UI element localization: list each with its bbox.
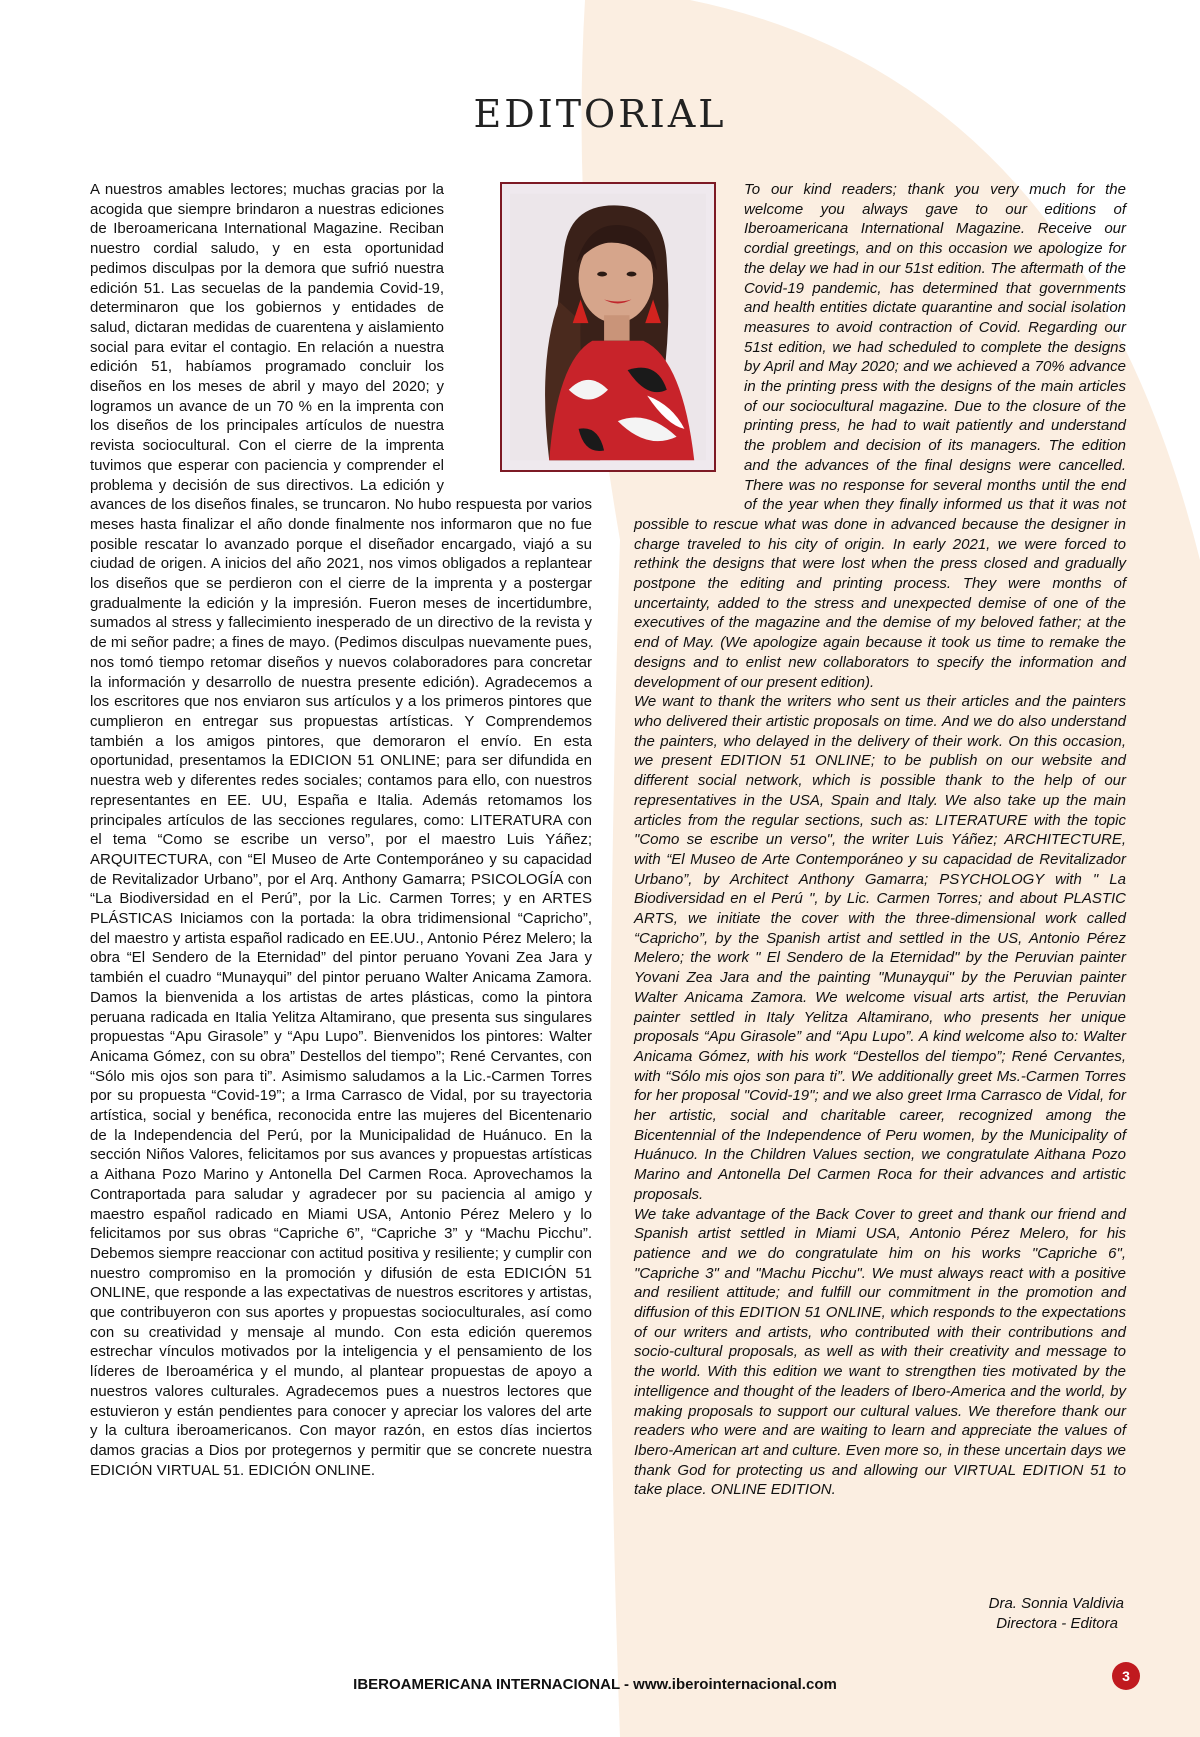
spanish-paragraph: A nuestros amables lectores; muchas gracias por la acogida que siempre brindaron a nuestras ediciones de Iberoamericana International Magazine. Reciban nuestro cordial saludo, y en esta oportunidad pedimos disculpas por la demora que sufrió nuestra edición 51. Las secuelas de la pandemia Covid-19, determinaron que los gobiernos y entidades de salud, dictaran medidas de cuarentena y aislamiento social para evitar el contagio. En relación a nuestra edición 51, habíamos programado concluir los diseños en los meses de abril y mayo del 2020; y logramos un avance de un 70 % en la imprenta con los diseños de los principales artículos de nuestra revista sociocultural. Con el cierre de la imprenta tuvimos que esperar con paciencia y comprender el problema y decisión de sus directivos. La edición y avances de los diseños finales, se truncaron. No hubo respuesta por varios meses hasta finalizar el año donde finalmente nos informaron que no fue posible rescatar lo avanzado porque el diseñador encargado, viajó a su ciudad de origen. A inicios del año 2021, nos vimos obligados a replantear los diseños que se perdieron con el cierre de la imprenta y a postergar gradualmente la edición y la impresión. Fueron meses de incertidumbre, sumados al stress y fallecimiento inesperado de un directivo de la revista y de mi señor padre; a fines de mayo. (Pedimos disculpas nuevamente pues, nos tomó tiempo retomar diseños y nuevos colaboradores para concretar la información y desarrollo de nuestra presente edición). Agradecemos a los escritores que nos enviaron sus artículos y a los primeros pintores que cumplieron en entregar sus propuestas artísticas. Y Comprendemos también a los amigos pintores, que demoraron el envío. En esta oportunidad, presentamos la EDICION 51 ONLINE; para ser difundida en nuestra web y diferentes redes sociales; contamos para ello, con nuestros representantes en EE. UU, España e Italia. Además retomamos los principales artículos de las secciones regulares, como: LITERATURA con el tema “Como se escribe un verso”, por el maestro Luis Yáñez; ARQUITECTURA, con “El Museo de Arte Contemporáneo y su capacidad de Revitalizador Urbano”, por el Arq. Anthony Gamarra; PSICOLOGÍA con “La Biodiversidad en el Perú”, por la Lic. Carmen Torres; y en ARTES PLÁSTICAS Iniciamos con la portada: la obra tridimensional “Capricho”, del maestro y artista español radicado en EE.UU., Antonio Pérez Melero; la obra “El Sendero de la Eternidad” del pintor peruano Yovani Zea Jara y también el cuadro “Munayqui” del pintor peruano Walter Anicama Zamora. Damos la bienvenida a los artistas de artes plásticas, como la pintora peruana radicada en Italia Yelitza Altamirano, que presenta sus singulares propuestas “Apu Girasole” y “Apu Lupo”. Bienvenidos los pintores: Walter Anicama Gómez, con su obra” Destellos del tiempo”; René Cervantes, con “Sólo mis ojos son para ti”. Asimismo saludamos a la Lic.-Carmen Torres por su propuesta “Covid-19”; a Irma Carrasco de Vidal, por su trayectoria artística, social y benéfica, reconocida entre las mujeres del Bicentenario de la Independencia del Perú, por la Municipalidad de Huánuco. En la sección Niños Valores, felicitamos por sus avances y propuestas artísticas a Aithana Pozo Marino y Antonella Del Carmen Roca. Aprovechamos la Contraportada para saludar y agradecer por su paciencia al amigo y maestro español radicado en Miami USA, Antonio Pérez Melero y lo felicitamos por sus obras “Capriche 6”, “Capriche 3” y “Machu Picchu”. Debemos siempre reaccionar con actitud positiva y resiliente; y cumplir con nuestro compromiso en la promoción y difusión de esta EDICIÓN 51 ONLINE, que responde a las expectativas de nuestros escritores y artistas, que contribuyeron con sus aportes y propuestas socioculturales, así como con su creatividad y mensaje al mundo. Con esta edición queremos estrechar vínculos motivados por la inteligencia y el pensamiento de los líderes de Iberoamérica y el mundo, al plantear propuestas de apoyo a nuestros valores culturales. Agradecemos pues a nuestros lectores que estuvieron y están pendientes para conocer y apreciar los valores del arte y la cultura iberoamericanos. Con mayor razón, en estos días inciertos damos gracias a Dios por protegernos y permitir que se concrete nuestra EDICIÓN VIRTUAL 51. EDICIÓN ONLINE. — [90, 181, 592, 1479]
english-text-column — [634, 180, 1126, 1500]
page-title: EDITORIAL — [473, 92, 727, 136]
english-paragraph-1: To our kind readers; thank you very much for the welcome you always gave to our editions of Iberoamericana International Magazine. Receive our cordial greetings, and on this occasion we apologize for the delay we had in our 51st edition. The aftermath of the Covid-19 pandemic, has determined that governments and health entities dictate quarantine and social isolation measures to avoid contraction of Covid. Regarding our 51st edition, we had scheduled to complete the designs by April and May 2020; and we achieved a 70% advance in the printing press with the designs of the main articles of our sociocultural magazine. Due to the closure of the printing press, he had to wait patiently and understand the problem and decision of its managers. The edition and the advances of the final designs were cancelled. There was no response for several months until the end of the year when they finally informed us that it was not possible to rescue what was done in advanced because the designer in charge traveled to his city of origin. In early 2021, we were forced to rethink the designs that were lost when the press closed and gradually postpone the editing and printing process. They were months of uncertainty, added to the stress and unexpected demise of one of the executives of the magazine and the demise of my beloved father; at the end of May. (We apologize again because it took us time to remake the designs and to enlist new collaborators to specify the information and development of our present edition). — [634, 181, 1126, 691]
footer-publication-url: IBEROAMERICANA INTERNACIONAL - www.iberointernacional.com — [353, 1676, 837, 1693]
signature-block — [989, 1594, 1124, 1634]
photo-wrap-gap-right — [634, 180, 738, 498]
signature-name: Dra. Sonnia Valdivia — [988, 1595, 1124, 1612]
english-paragraph-3: We take advantage of the Back Cover to greet and thank our friend and Spanish artist settled in Miami USA, Antonio Pérez Melero, for his patience and we do congratulate him on his works "Capriche 6", "Capriche 3" and "Machu Picchu". We must always react with a positive and resilient attitude; and fulfill our commitment in the promotion and diffusion of this EDITION 51 ONLINE, which responds to the expectations of our writers and artists, who contributed with their contributions and socio-cultural proposals, as well as with their creativity and message to the world. With this edition we want to strengthen ties motivated by the intelligence and thought of the leaders of Ibero-America and the world, by making proposals to support our cultural values. We therefore thank our readers who were and are waiting to learn and appreciate the values of Ibero-American art and culture. Even more so, in these uncertain days we thank God for protecting us and allowing our VIRTUAL EDITION 51 to take place. ONLINE EDITION. — [634, 1205, 1126, 1499]
english-paragraph-2: We want to thank the writers who sent us their articles and the painters who delivered their artistic proposals on time. And we do also understand the painters, who delayed in the delivery of their work. On this occasion, we present EDITION 51 ONLINE; to be publish on our website and different social network, which is possible thank to the help of our representatives in the USA, Spain and Italy. We also take up the main articles from the regular sections, such as: LITERATURE with the topic "Como se escribe un verso", the writer Luis Yáñez; ARCHITECTURE, with “El Museo de Arte Contemporáneo y su capacidad de Revitalizador Urbano”, by Architect Anthony Gamarra; PSYCHOLOGY with " La Biodiversidad en el Perú ", by Lic. Carmen Torres; and about PLASTIC ARTS, we initiate the cover with the three-dimensional work called “Capricho”, by the Spanish artist and settled in the US, Antonio Pérez Melero; the work " El Sendero de la Eternidad" by the Peruvian painter Yovani Zea Jara and the painting "Munayqui" by the Peruvian painter Walter Anicama Zamora. We welcome visual arts artist, the Peruvian painter settled in Italy Yelitza Altamirano, who presents her unique proposals “Apu Girasole” and “Apu Lupo”. A kind welcome also to: Walter Anicama Gómez, with his work “Destellos del tiempo”; René Cervantes, with “Sólo mis ojos son para ti”. We additionally greet Ms.-Carmen Torres for her proposal "Covid-19"; and we also greet Irma Carrasco de Vidal, for her artistic, social and charitable career, recognized among the Bicentennial of the Independence of Peru women, by the Municipality of Huánuco. In the Children Values section, we congratulate Aithana Pozo Marino and Antonella Del Carmen Roca for their advances and artistic proposals. — [634, 693, 1126, 1203]
spanish-text-column — [90, 180, 592, 1480]
signature-role: Directora - Editora — [996, 1615, 1118, 1632]
page-number-badge: 3 — [1112, 1662, 1140, 1690]
photo-wrap-gap-left — [452, 180, 592, 478]
